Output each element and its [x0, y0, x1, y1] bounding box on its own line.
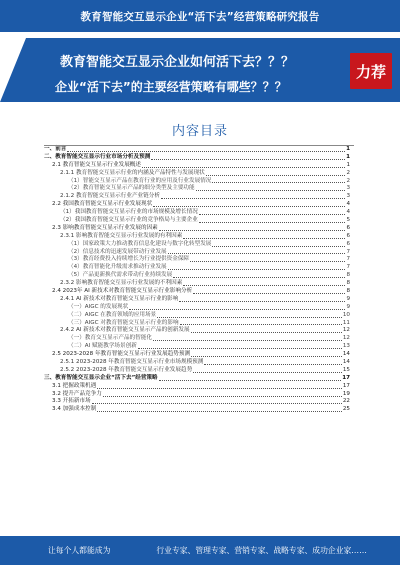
toc-leader-dots — [129, 309, 345, 310]
toc-entry[interactable] — [44, 406, 350, 414]
toc-entry-page: 10 — [342, 311, 350, 318]
footer-slogan: 让每个人都能成为 — [48, 546, 111, 555]
toc-leader-dots — [97, 411, 342, 412]
toc-leader-dots — [142, 167, 345, 168]
toc-entry[interactable] — [44, 272, 350, 280]
toc-leader-dots — [190, 261, 345, 262]
toc-title: 内容目录 — [171, 124, 228, 139]
toc-entry-page: 8 — [346, 280, 350, 287]
toc-entry-page: 7 — [346, 264, 350, 271]
toc-leader-dots — [97, 388, 342, 389]
toc-entry[interactable] — [44, 383, 350, 391]
toc-entry-label: （二）AI 赋能教学场景创新 — [68, 343, 137, 350]
toc-leader-dots — [103, 396, 342, 397]
toc-entry-label: 2.1 教育智能交互显示行业发展概述 — [52, 161, 141, 168]
toc-entry-page: 11 — [342, 319, 350, 326]
toc-leader-dots — [153, 206, 345, 207]
toc-entry-label: 2.3 影响教育智能交互显示行业发展的因素 — [52, 224, 158, 231]
toc-entry-page: 3 — [346, 185, 350, 192]
toc-leader-dots — [159, 230, 346, 231]
toc-entry-page: 1 — [346, 145, 350, 152]
toc-entry-label: 三、教育智能交互显示企业“活下去”经营策略 — [44, 374, 158, 381]
toc-leader-dots — [193, 372, 342, 373]
toc-entry[interactable] — [44, 367, 350, 375]
toc-entry-label: 3.2 提升产品竞争力 — [52, 390, 102, 397]
toc-entry-page: 3 — [346, 193, 350, 200]
toc-entry[interactable] — [44, 209, 350, 217]
toc-entry-page: 5 — [346, 217, 350, 223]
toc-entry[interactable] — [44, 359, 350, 367]
toc-entry-label: （2）我国教育智能交互显示行业的竞争格局与主要企业 — [60, 217, 198, 223]
toc-entry-label: （2）信息技术的迅速发展带动行业发展 — [68, 248, 167, 255]
toc-leader-dots — [151, 159, 345, 160]
toc-entry-page: 4 — [346, 201, 350, 208]
report-title: 教育智能交互显示企业“活下去”经营策略研究报告 — [80, 10, 320, 23]
toc-leader-dots — [191, 332, 342, 333]
toc-leader-dots — [92, 403, 342, 404]
toc-entry[interactable] — [44, 225, 350, 233]
toc-entry-label: （4）教育智能化升级需求推动行业发展 — [68, 264, 167, 271]
toc-top-rule — [44, 145, 354, 146]
toc-entry-page: 12 — [342, 335, 350, 342]
toc-leader-dots — [212, 182, 345, 183]
toc-leader-dots — [173, 277, 345, 278]
toc-entry-label: 2.2 我国教育智能交互显示行业发展现状 — [52, 201, 153, 208]
toc-entry-page: 17 — [342, 382, 350, 389]
toc-leader-dots — [153, 340, 342, 341]
toc-leader-dots — [206, 175, 346, 176]
toc-entry-label: （3）教育经费投入持续增长为行业提供资金保障 — [68, 256, 190, 263]
toc-entry[interactable] — [44, 146, 350, 154]
toc-entry-label: 2.4.1 AI 新技术对教育智能交互显示行业的影响 — [60, 295, 179, 302]
toc-entry-page: 1 — [346, 161, 350, 168]
toc-entry-label: 2.1.1 教育智能交互显示行业的内涵及产品特性与发展现状 — [60, 169, 205, 176]
toc-leader-dots — [193, 293, 345, 294]
toc-entry-page: 12 — [342, 327, 350, 334]
toc-entry-label: 2.1.2 教育智能交互显示行业产业链分析 — [60, 193, 160, 200]
toc-entry-label: （一）AIGC 的发展现状 — [68, 303, 129, 310]
toc-entry-label: （三）AIGC 对教育智能交互显示行业的影响 — [68, 319, 179, 326]
toc-entry-page: 14 — [342, 351, 350, 358]
toc-entry-label: （5）产品更新换代需求带动行业持续发展 — [68, 272, 173, 279]
toc-entry-label: 2.5.1 2023-2028 年教育智能交互显示行业市场规模预测 — [60, 359, 204, 366]
toc-entry[interactable] — [44, 162, 350, 170]
toc-entry-page: 6 — [346, 240, 350, 247]
toc-entry-page: 6 — [346, 232, 350, 239]
toc-entry-label: （二）AIGC 在教育领域的应用场景 — [68, 311, 157, 318]
toc-entry[interactable] — [44, 312, 350, 320]
report-header-bar — [0, 0, 400, 32]
toc-entry-label: 2.4 2023年 AI 新技术对教育智能交互显示行业影响分析 — [52, 288, 193, 295]
toc-entry-page: 1 — [346, 153, 350, 160]
toc-entry[interactable] — [44, 170, 350, 178]
toc-entry-page: 7 — [346, 256, 350, 263]
toc-leader-dots — [212, 246, 345, 247]
toc-entry[interactable] — [44, 343, 350, 351]
toc-entry-label: 3.1 把握政策机遇 — [52, 382, 97, 389]
footer-bar — [0, 536, 400, 565]
toc-entry-label: （1）智能交互显示产品在教育行业的应用及行业发展情况 — [68, 177, 212, 184]
toc-entry-page: 19 — [342, 390, 350, 397]
toc-entry-label: 2.5 2023-2028 年教育智能交互显示行业发展趋势预测 — [52, 351, 191, 358]
table-of-contents — [44, 146, 350, 414]
toc-leader-dots — [199, 214, 346, 215]
toc-entry-page: 17 — [342, 374, 350, 381]
toc-entry-label: （1）国家政策大力推动教育信息化建设与数字化转型发展 — [68, 240, 212, 247]
toc-entry-label: 一、前言 — [44, 145, 67, 152]
toc-leader-dots — [168, 269, 346, 270]
toc-entry-page: 4 — [346, 209, 350, 216]
toc-entry-page: 6 — [346, 224, 350, 231]
toc-entry-label: （2）教育智能交互显示产品的细分类型及主要功能 — [68, 185, 195, 192]
toc-leader-dots — [204, 364, 342, 365]
toc-entry-page: 15 — [342, 366, 350, 373]
toc-entry[interactable] — [44, 217, 350, 225]
toc-entry[interactable] — [44, 375, 350, 383]
toc-entry[interactable] — [44, 233, 350, 241]
toc-entry-page: 9 — [346, 303, 350, 310]
toc-leader-dots — [180, 324, 342, 325]
toc-entry-page: 25 — [342, 406, 350, 413]
brand-badge: 力荐 — [350, 53, 392, 89]
toc-leader-dots — [183, 285, 345, 286]
toc-leader-dots — [191, 356, 342, 357]
toc-leader-dots — [196, 190, 346, 191]
toc-entry-label: 2.3.1 影响教育智能交互显示行业发展的有利因素 — [60, 232, 183, 239]
toc-entry-page: 2 — [346, 169, 350, 176]
toc-entry[interactable] — [44, 154, 350, 162]
banner-subheadline: 企业“活下去”的主要经营策略有哪些？？？ — [55, 80, 287, 94]
toc-leader-dots — [159, 380, 342, 381]
toc-entry-page: 9 — [346, 295, 350, 302]
toc-leader-dots — [157, 317, 342, 318]
toc-entry-page: 7 — [346, 248, 350, 255]
toc-entry-label: 3.4 加强成本控制 — [52, 406, 97, 413]
toc-leader-dots — [179, 301, 345, 302]
toc-entry-label: （一）教育交互显示产品的智能化 — [68, 335, 152, 342]
footer-roles: 行业专家、管理专家、营销专家、战略专家、成功企业家…… — [156, 546, 367, 555]
toc-entry[interactable] — [44, 201, 350, 209]
toc-entry[interactable] — [44, 296, 350, 304]
banner-headline: 教育智能交互显示企业如何活下去？？？ — [60, 55, 295, 70]
toc-leader-dots — [183, 238, 345, 239]
toc-entry-label: 2.3.2 影响教育智能交互显示行业发展的不利因素 — [60, 280, 183, 287]
toc-entry-label: 2.4.2 AI 新技术对教育智能交互显示产品的创新发展 — [60, 327, 190, 334]
toc-entry-label: 2.5.2 2023-2028 年教育智能交互显示行业发展趋势 — [60, 366, 193, 373]
toc-entry[interactable] — [44, 280, 350, 288]
toc-entry-label: （1）我国教育智能交互显示行业的市场规模及增长情况 — [60, 209, 198, 216]
toc-entry-page: 2 — [346, 177, 350, 184]
toc-entry-page: 14 — [342, 359, 350, 366]
toc-entry-page: 22 — [342, 398, 350, 405]
toc-entry-page: 13 — [342, 343, 350, 350]
toc-leader-dots — [138, 348, 342, 349]
toc-leader-dots — [168, 253, 346, 254]
toc-entry[interactable] — [44, 304, 350, 312]
toc-entry[interactable] — [44, 288, 350, 296]
toc-leader-dots — [199, 222, 346, 223]
toc-entry[interactable] — [44, 241, 350, 249]
toc-leader-dots — [67, 151, 345, 152]
toc-entry-page: 8 — [346, 272, 350, 279]
toc-entry[interactable] — [44, 351, 350, 359]
toc-entry-label: 二、教育智能交互显示行业市场分析及预测 — [44, 153, 151, 160]
toc-entry-page: 8 — [346, 288, 350, 295]
toc-leader-dots — [161, 198, 346, 199]
toc-entry-label: 3.3 开拓新市场 — [52, 398, 91, 405]
